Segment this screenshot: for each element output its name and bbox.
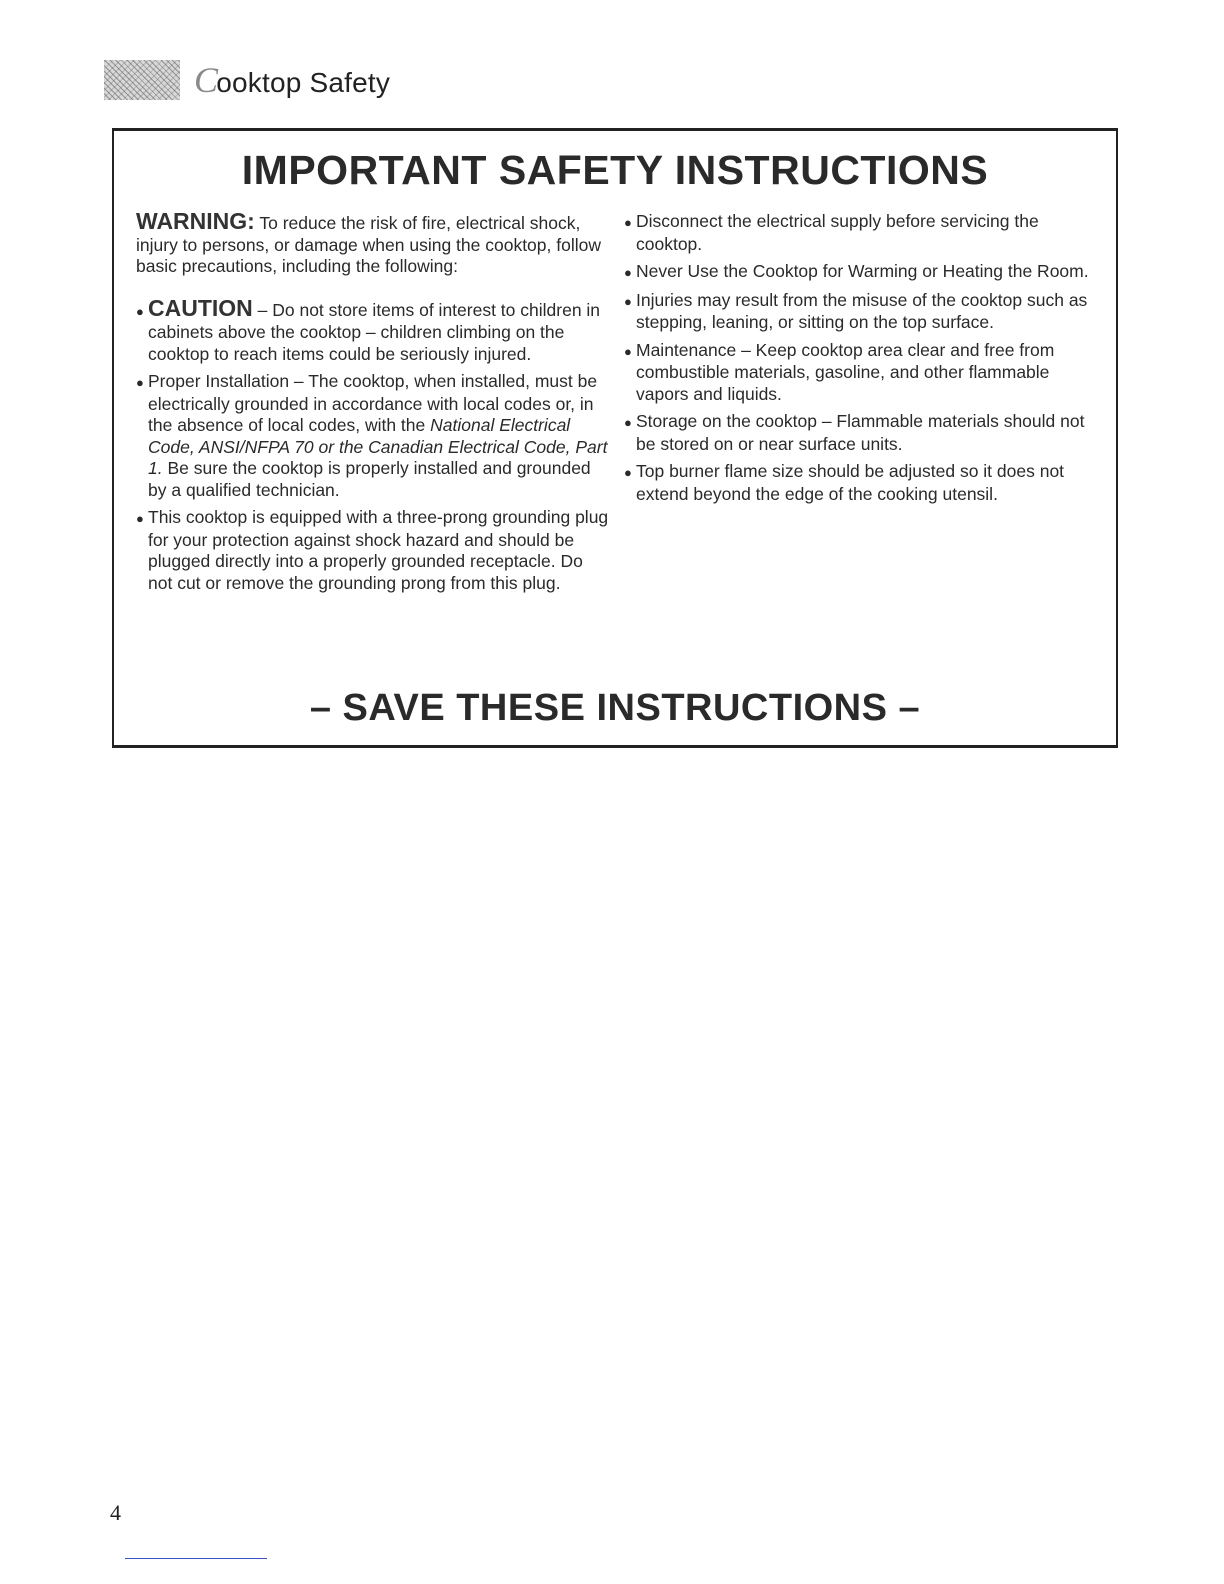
section-title-text: ooktop Safety [216, 67, 391, 98]
safety-instructions-box [112, 128, 1118, 748]
bullet-icon: ● [624, 465, 632, 480]
grounding-text: This cooktop is equipped with a three-prong grounding plug for your protection against shock hazard and should be plugged directly into a properly grounded receptacle. Do not cut or remove the grounding prong from this plug. [148, 507, 609, 593]
bullet-icon: ● [136, 375, 144, 390]
bullet-icon: ● [624, 415, 632, 430]
bullet-icon: ● [136, 511, 144, 526]
installation-item [136, 371, 612, 501]
list-item [624, 461, 1092, 505]
list-item [624, 261, 1092, 284]
list-item-text: Top burner flame size should be adjusted so it does not extend beyond the edge of the cooking utensil. [636, 461, 1065, 504]
list-item-text: Disconnect the electrical supply before servicing the cooktop. [636, 211, 1039, 254]
bullet-icon: ● [136, 303, 144, 319]
list-item [624, 340, 1092, 406]
bullet-icon: ● [624, 343, 632, 359]
section-title-initial: C [194, 60, 219, 100]
header-pattern-icon [104, 60, 180, 100]
caution-item [136, 294, 612, 366]
list-item [624, 411, 1092, 455]
list-item-text: Never Use the Cooktop for Warming or Heating the Room. [636, 261, 1089, 281]
installation-text-end: Be sure the cooktop is properly installed and grounded by a qualified technician. [148, 458, 591, 500]
list-item [624, 290, 1092, 334]
page-number: 4 [110, 1500, 121, 1525]
save-instructions-footer: – SAVE THESE INSTRUCTIONS – [309, 687, 921, 729]
left-column [136, 208, 612, 600]
bullet-icon: ● [624, 293, 632, 309]
right-column [624, 211, 1092, 511]
list-item-text: Maintenance – Keep cooktop area clear and free from combustible materials, gasoline, and other flammable vapors and liquids. [636, 339, 1055, 404]
list-item [624, 211, 1092, 255]
footer-rule [125, 1558, 267, 1559]
page-header [104, 58, 390, 102]
warning-paragraph [136, 208, 612, 278]
list-item-text: Injuries may result from the misuse of the cooktop such as stepping, leaning, or sitting on the top surface. [636, 289, 1088, 332]
caution-label: CAUTION [148, 294, 253, 321]
installation-text: Proper Installation – The cooktop, when installed, must be electrically grounded in accordance with local codes or, in the absence of local codes, with the [148, 371, 598, 435]
installation-code-reference: National Electrical Code, ANSI/NFPA 70 or the Canadian Electrical Code, Part 1. [148, 415, 608, 478]
bullet-icon: ● [624, 265, 632, 280]
warning-label: WARNING: [136, 208, 255, 234]
warning-text: To reduce the risk of fire, electrical shock, injury to persons, or damage when using the cooktop, follow basic precautions, including the following: [136, 213, 601, 276]
box-title: IMPORTANT SAFETY INSTRUCTIONS [241, 147, 989, 193]
section-title [194, 59, 390, 101]
list-item-text: Storage on the cooktop – Flammable materials should not be stored on or near surface units. [636, 411, 1085, 454]
grounding-item [136, 507, 612, 594]
caution-text: – Do not store items of interest to children in cabinets above the cooktop – children climbing on the cooktop to reach items could be seriously injured. [148, 299, 601, 364]
bullet-icon: ● [624, 215, 632, 230]
